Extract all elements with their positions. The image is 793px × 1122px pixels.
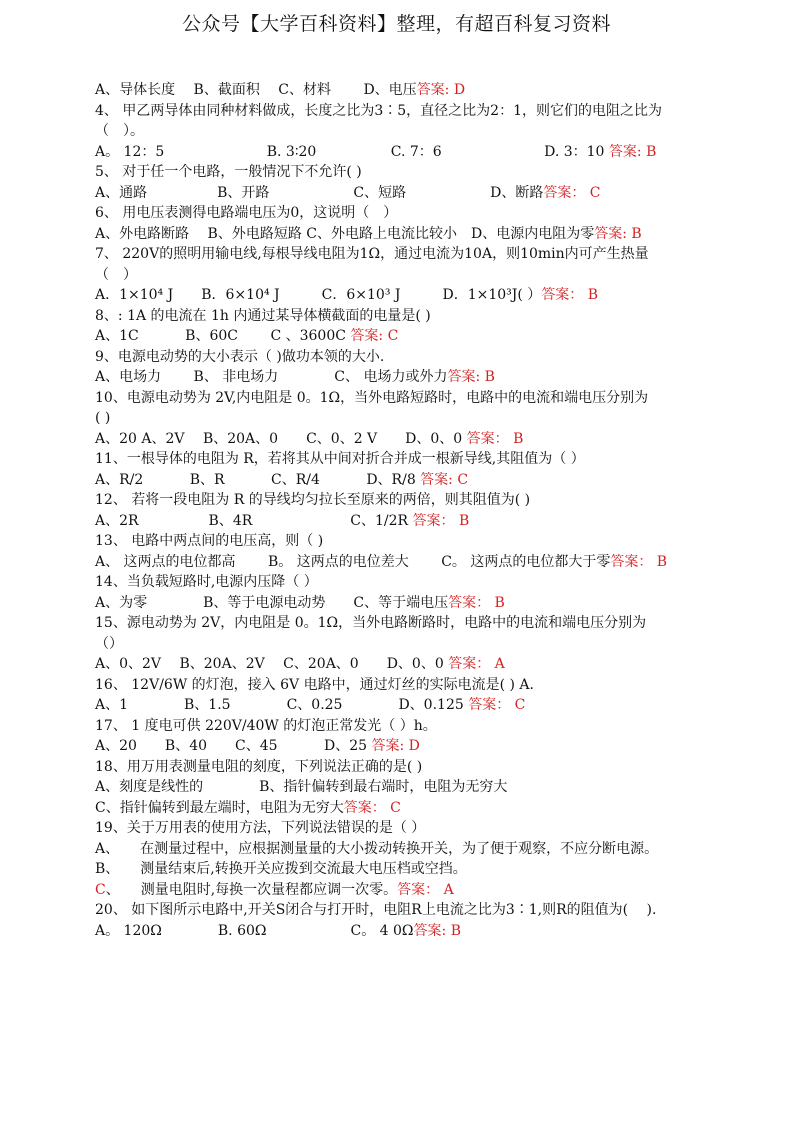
line-text: B、 测量结束后,转换开关应拨到交流最大电压档或空挡。 (95, 861, 467, 877)
text-line (95, 388, 735, 409)
text-line (95, 203, 735, 224)
answer-label: 答案: D (416, 82, 466, 98)
answer-label: 答案： A (397, 881, 454, 898)
answer-label: 答案: C (420, 471, 469, 488)
line-text: 4、 甲乙两导体由同种材料做成，长度之比为3∶5，直径之比为2：1，则它们的电阻之比为 (95, 102, 662, 119)
line-text: 10、电源电动势为 2V,内电阻是 0。1Ω，当外电路短路时，电路中的电流和端电压分别为 (95, 389, 649, 406)
text-line (95, 880, 735, 901)
text-line (95, 265, 735, 286)
option-label: C (95, 881, 106, 898)
line-text: A、1C B、60C C 、3600C (95, 328, 351, 344)
question-list (95, 80, 735, 941)
line-text: A。 12：5 B. 3∶20 C. 7：6 D. 3：10 (95, 143, 609, 160)
line-text: （） (95, 635, 123, 652)
line-text: 9、电源电动势的大小表示（ )做功本领的大小. (95, 348, 385, 365)
line-text: A、导体长度 B、截面积 C、材料 D、电压 (95, 82, 417, 98)
text-line (95, 429, 735, 450)
answer-label: 答案: B (594, 225, 642, 242)
answer-label: 答案： C (343, 799, 401, 816)
text-line (95, 101, 735, 122)
line-text: 8、: 1A 的电流在 1h 内通过某导体横截面的电量是( ) (95, 307, 431, 324)
line-text: （ ）。 (95, 123, 144, 139)
line-text: A、为零 B、等于电源电动势 C、等于端电压 (95, 594, 449, 611)
text-line (95, 798, 735, 819)
text-line (95, 511, 735, 532)
line-text: 7、 220V的照明用输电线,每根导线电阻为1Ω，通过电流为10A，则10min内可产生热量 (95, 246, 649, 262)
answer-label: 答案： C (543, 184, 601, 201)
text-line (95, 347, 735, 368)
text-line (95, 552, 735, 573)
text-line (95, 80, 735, 101)
answer-label: 答案： B (610, 553, 668, 570)
text-line (95, 818, 735, 839)
line-text: 16、 12V/6W 的灯泡，接入 6V 电路中，通过灯丝的实际电流是( ) A. (95, 676, 534, 693)
text-line (95, 285, 735, 306)
line-text: A、 在测量过程中，应根据测量量的大小拨动转换开关，为了便于观察，不应分断电源。 (95, 840, 659, 857)
line-text: 18、用万用表测量电阻的刻度，下列说法正确的是( ) (95, 758, 423, 775)
text-line (95, 900, 735, 921)
text-line (95, 490, 735, 511)
line-text: 19、关于万用表的使用方法，下列说法错误的是（ ） (95, 820, 426, 836)
text-line (95, 183, 735, 204)
line-text: A、20 B、40 C、45 D、25 (95, 738, 372, 754)
line-text: A．1×10⁴ J B．6×10⁴ J C．6×10³ J D．1×10³J( ） (95, 287, 542, 303)
line-text: A、1 B、1.5 C、0.25 D、0.125 (95, 697, 469, 713)
text-line (95, 306, 735, 327)
line-text: A、20 A、2V B、20A、0 C、0、2 V D、0、0 (95, 430, 467, 447)
line-text: 14、当负载短路时,电源内压降（ ） (95, 574, 318, 590)
answer-label: 答案： B (412, 512, 470, 529)
text-line (95, 408, 735, 429)
line-text: A、0、2V B、20A、2V C、20A、0 D、0、0 (95, 656, 449, 672)
text-line (95, 859, 735, 880)
answer-label: 答案: B (447, 369, 495, 385)
text-line (95, 736, 735, 757)
line-text: A、电场力 B、 非电场力 C、 电场力或外力 (95, 369, 448, 385)
text-line (95, 593, 735, 614)
answer-label: 答案: C (350, 328, 399, 344)
text-line (95, 121, 735, 142)
answer-label: 答案： A (448, 656, 505, 672)
line-text: A、 这两点的电位都高 B。 这两点的电位差大 C。 这两点的电位都大于零 (95, 553, 611, 570)
line-text: ( ) (95, 410, 111, 426)
line-text: C、指针偏转到最左端时，电阻为无穷大 (95, 799, 344, 816)
answer-label: 答案: B (413, 922, 462, 939)
text-line (95, 531, 735, 552)
page-header: 公众号【大学百科资料】整理，有超百科复习资料 (181, 13, 611, 35)
text-line (95, 634, 735, 655)
text-line (95, 244, 735, 265)
line-text: A。 120Ω B. 60Ω C。 4 0Ω (95, 922, 414, 939)
text-line (95, 839, 735, 860)
text-line (95, 921, 735, 942)
text-line (95, 675, 735, 696)
line-text: A、R/2 B、R C、R/4 D、R/8 (95, 471, 421, 488)
text-line (95, 470, 735, 491)
answer-label: 答案： B (466, 430, 524, 447)
text-line (95, 326, 735, 347)
text-line (95, 224, 735, 245)
line-text: 5、 对于任一个电路，一般情况下不允许( ) (95, 164, 362, 180)
line-text: 17、 1 度电可供 220V/40W 的灯泡正常发光（ ）h。 (95, 717, 437, 734)
line-text: A、通路 B、开路 C、短路 D、断路 (95, 184, 544, 201)
text-line (95, 572, 735, 593)
text-line (95, 757, 735, 778)
text-line (95, 162, 735, 183)
text-line (95, 367, 735, 388)
line-text: A、刻度是线性的 B、指针偏转到最右端时，电阻为无穷大 (95, 779, 508, 795)
line-text: 11、一根导体的电阻为 R，若将其从中间对折合并成一根新导线,其阻值为（ ） (95, 451, 585, 467)
answer-label: 答案: D (371, 738, 420, 754)
answer-label: 答案： B (541, 287, 599, 303)
answer-label: 答案： B (448, 594, 505, 611)
answer-label: 答案: B (608, 143, 657, 160)
text-line (95, 716, 735, 737)
line-text: 20、 如下图所示电路中,开关S闭合与打开时，电阻R上电流之比为3∶1,则R的阻值为( ). (95, 902, 657, 918)
text-line (95, 142, 735, 163)
text-line (95, 777, 735, 798)
line-text: A、外电路断路 B、外电路短路 C、外电路上电流比较小 D、电源内电阻为零 (95, 225, 595, 242)
line-text: （ ） (95, 266, 137, 283)
text-line (95, 613, 735, 634)
line-text: 12、 若将一段电阻为 R 的导线均匀拉长至原来的两倍，则其阻值为( ) (95, 492, 531, 508)
answer-label: 答案： C (468, 697, 526, 713)
line-text: 6、 用电压表测得电路端电压为0，这说明（ ） (95, 205, 398, 221)
text-line (95, 449, 735, 470)
line-text: A、2R B、4R C、1/2R (95, 512, 413, 529)
line-text: 、 测量电阻时,每换一次量程都应调一次零。 (105, 881, 398, 898)
line-text: 15、源电动势为 2V，内电阻是 0。1Ω，当外电路断路时，电路中的电流和端电压分别为 (95, 615, 647, 631)
text-line (95, 695, 735, 716)
line-text: 13、 电路中两点间的电压高，则（ ) (95, 533, 324, 549)
text-line (95, 654, 735, 675)
